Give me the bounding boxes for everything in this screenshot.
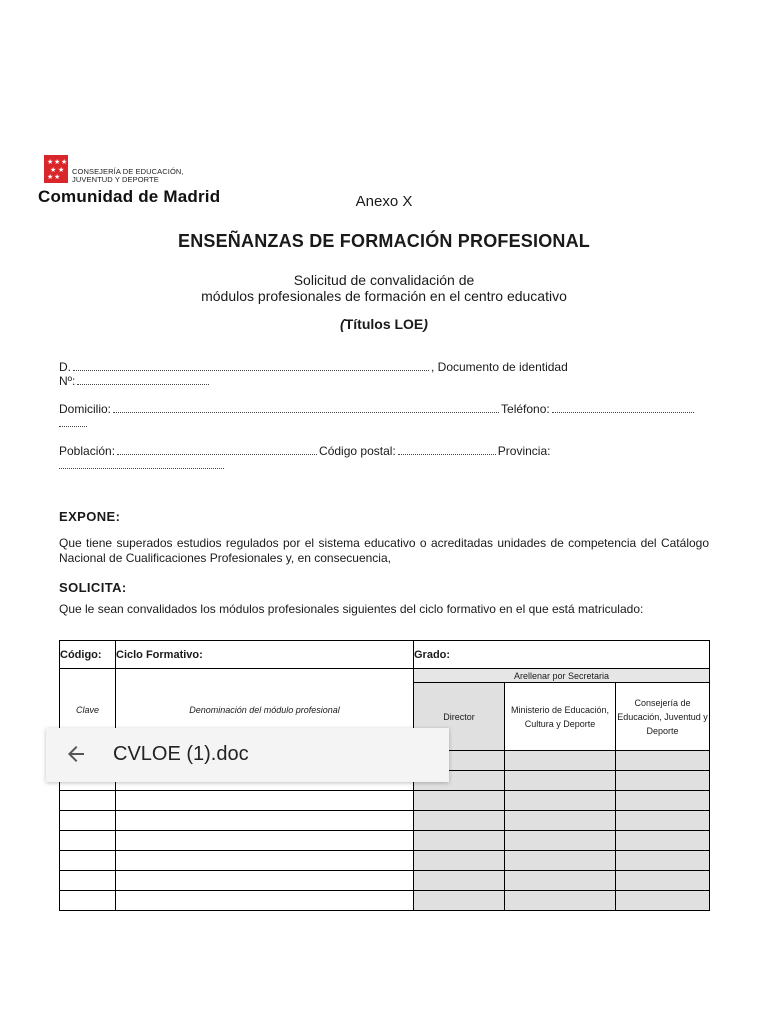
table-cell[interactable] [505,751,616,771]
table-cell[interactable] [505,791,616,811]
table-cell[interactable] [505,771,616,791]
document-title: ENSEÑANZAS DE FORMACIÓN PROFESIONAL [177,231,591,251]
province-field[interactable] [59,458,224,469]
secretaria-header: Arellenar por Secretaria [414,669,710,683]
director-header: Director [414,683,505,751]
id-number-field[interactable] [77,374,209,385]
table-cell[interactable] [616,851,710,871]
name-line: D. , Documento de identidad [59,360,568,374]
table-cell[interactable] [616,751,710,771]
phone-field-cont[interactable] [59,416,87,427]
table-cell[interactable] [616,891,710,911]
table-cell[interactable] [60,871,116,891]
table-row [60,811,710,831]
city-line: Población: Código postal: Provincia: [59,444,551,458]
table-cell[interactable] [505,891,616,911]
expone-text: Que tiene superados estudios regulados por el sistema educativo o acreditadas unidades de competencia del Catálogo Nacional de Cualificaciones Profesionales y, en consecuencia, [59,536,709,565]
table-row [60,851,710,871]
file-name: CVLOE (1).doc [113,743,249,765]
table-row [60,831,710,851]
file-title-bar [46,728,449,782]
table-cell[interactable] [505,811,616,831]
logo-department: CONSEJERÍA DE EDUCACIÓN, JUVENTUD Y DEPORTE [72,167,184,184]
address-field[interactable] [113,402,499,413]
table-cell[interactable] [414,851,505,871]
codigo-header: Código: [60,641,116,669]
clave-header: Clave [60,669,116,751]
phone-field[interactable] [552,402,694,413]
table-cell[interactable] [60,831,116,851]
table-cell[interactable] [414,811,505,831]
table-cell[interactable] [116,851,414,871]
table-cell[interactable] [616,831,710,851]
table-cell[interactable] [60,851,116,871]
table-cell[interactable] [616,811,710,831]
address-line-cont [59,416,709,430]
table-cell[interactable] [505,851,616,871]
table-cell[interactable] [414,831,505,851]
table-cell[interactable] [60,891,116,911]
grado-header: Grado: [414,641,710,669]
table-cell[interactable] [116,811,414,831]
anexo-label: Anexo X [355,193,413,210]
table-cell[interactable] [60,791,116,811]
city-field[interactable] [117,444,317,455]
city-line-cont [59,458,709,472]
madrid-flag-icon: ★ ★ ★ ★ ★ ★ ★ [44,155,68,183]
solicita-heading: SOLICITA: [59,580,127,595]
arrow-left-icon[interactable] [64,742,88,766]
table-cell[interactable] [616,871,710,891]
table-cell[interactable] [116,831,414,851]
table-cell[interactable] [616,771,710,791]
name-field[interactable] [73,360,429,371]
table-cell[interactable] [414,871,505,891]
table-row [60,871,710,891]
denominacion-header: Denominación del módulo profesional [116,669,414,751]
ministerio-header: Ministerio de Educación, Cultura y Deporte [505,683,616,751]
table-cell[interactable] [616,791,710,811]
table-cell[interactable] [116,791,414,811]
logo-name: Comunidad de Madrid [38,187,221,206]
table-cell[interactable] [60,811,116,831]
postal-code-field[interactable] [398,444,496,455]
table-cell[interactable] [505,831,616,851]
address-line: Domicilio: Teléfono: [59,402,709,416]
table-cell[interactable] [414,791,505,811]
table-cell[interactable] [414,891,505,911]
table-row [60,891,710,911]
expone-heading: EXPONE: [59,509,121,524]
table-cell[interactable] [505,871,616,891]
consejeria-header: Consejería de Educación, Juventud y Deporte [616,683,710,751]
id-line: Nº: [59,374,709,388]
table-cell[interactable] [116,891,414,911]
titulos-loe: (Títulos LOE) [340,316,428,332]
solicita-text: Que le sean convalidados los módulos profesionales siguientes del ciclo formativo en el que está matriculado: [59,602,644,616]
table-row [60,791,710,811]
document-subtitle: Solicitud de convalidación de módulos profesionales de formación en el centro educativo [201,272,567,304]
table-cell[interactable] [116,871,414,891]
ciclo-header: Ciclo Formativo: [116,641,414,669]
